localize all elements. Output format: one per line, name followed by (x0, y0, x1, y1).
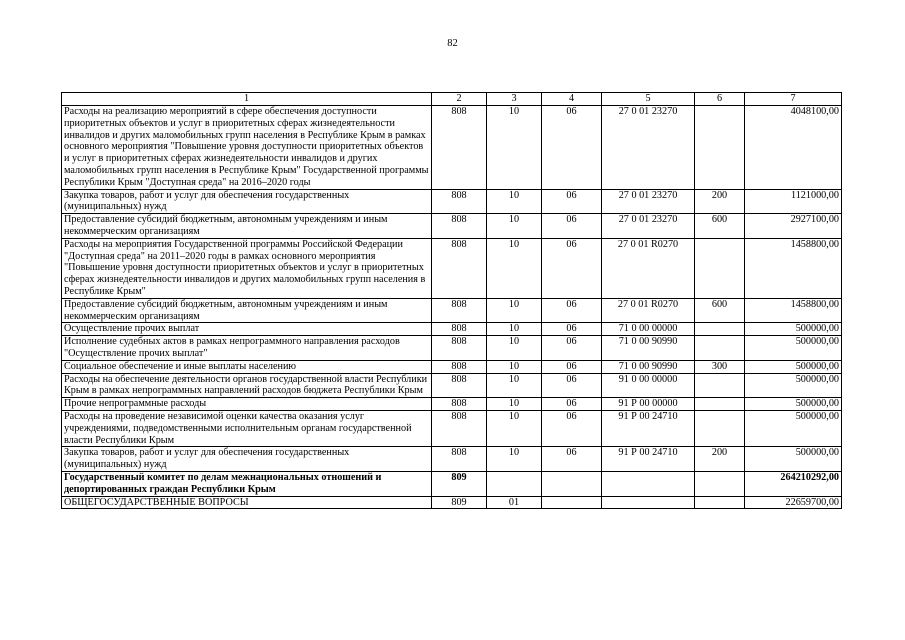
column-header: 2 (432, 93, 487, 106)
row-name-cell: Предоставление субсидий бюджетным, автономным учреждениям и иным некоммерческим организациям (62, 298, 432, 323)
column-header: 6 (695, 93, 745, 106)
row-section-cell (487, 471, 542, 496)
table-header-row (62, 93, 842, 106)
row-expense-type-cell (695, 410, 745, 446)
page-number: 82 (447, 38, 458, 49)
row-expense-type-cell: 200 (695, 447, 745, 472)
row-target-article-cell: 71 0 00 90990 (602, 360, 695, 373)
row-expense-type-cell: 200 (695, 189, 745, 214)
column-header: 3 (487, 93, 542, 106)
row-target-article-cell: 91 Р 00 24710 (602, 447, 695, 472)
row-code-cell: 808 (432, 238, 487, 298)
row-subsection-cell: 06 (542, 336, 602, 361)
row-expense-type-cell: 300 (695, 360, 745, 373)
row-expense-type-cell (695, 106, 745, 190)
row-subsection-cell: 06 (542, 106, 602, 190)
row-code-cell: 809 (432, 496, 487, 509)
row-target-article-cell: 91 Р 00 24710 (602, 410, 695, 446)
budget-table (61, 92, 842, 509)
column-header: 1 (62, 93, 432, 106)
row-amount-cell: 1458800,00 (745, 298, 842, 323)
row-code-cell: 808 (432, 214, 487, 239)
row-subsection-cell (542, 471, 602, 496)
row-code-cell: 808 (432, 189, 487, 214)
row-section-cell: 01 (487, 496, 542, 509)
table-row (62, 189, 842, 214)
table-row (62, 360, 842, 373)
table-row (62, 214, 842, 239)
row-name-cell: Осуществление прочих выплат (62, 323, 432, 336)
row-expense-type-cell (695, 398, 745, 411)
row-target-article-cell: 91 0 00 00000 (602, 373, 695, 398)
table-row (62, 447, 842, 472)
row-amount-cell: 22659700,00 (745, 496, 842, 509)
table-body (62, 106, 842, 509)
row-target-article-cell (602, 496, 695, 509)
row-code-cell: 808 (432, 323, 487, 336)
row-code-cell: 808 (432, 336, 487, 361)
row-amount-cell: 500000,00 (745, 398, 842, 411)
table-row (62, 336, 842, 361)
row-code-cell: 808 (432, 410, 487, 446)
row-code-cell: 808 (432, 298, 487, 323)
row-code-cell: 808 (432, 398, 487, 411)
row-name-cell: Закупка товаров, работ и услуг для обеспечения государственных (муниципальных) нужд (62, 189, 432, 214)
row-name-cell: Государственный комитет по делам межнациональных отношений и депортированных граждан Республики Крым (62, 471, 432, 496)
row-subsection-cell: 06 (542, 410, 602, 446)
row-name-cell: Исполнение судебных актов в рамках непрограммного направления расходов "Осуществление прочих выплат" (62, 336, 432, 361)
table-row (62, 410, 842, 446)
row-subsection-cell: 06 (542, 360, 602, 373)
column-header: 4 (542, 93, 602, 106)
column-header: 5 (602, 93, 695, 106)
row-expense-type-cell (695, 496, 745, 509)
row-name-cell: Социальное обеспечение и иные выплаты населению (62, 360, 432, 373)
row-amount-cell: 264210292,00 (745, 471, 842, 496)
row-subsection-cell: 06 (542, 298, 602, 323)
row-name-cell: Расходы на реализацию мероприятий в сфере обеспечения доступности приоритетных объектов и услуг в приоритетных сферах жизнедеятельности инвалидов и других маломобильных групп населения в Республике Крым в рамках основного мероприятия "Повышение уровня доступности приоритетных объектов и услуг в приоритетных сферах жизнедеятельности инвалидов и других маломобильных групп населения в Республике Крым" Государственной программы Республики Крым "Доступная среда" на 2016–2020 годы (62, 106, 432, 190)
table-row (62, 106, 842, 190)
row-expense-type-cell (695, 373, 745, 398)
row-subsection-cell: 06 (542, 214, 602, 239)
row-section-cell: 10 (487, 298, 542, 323)
row-target-article-cell: 91 Р 00 00000 (602, 398, 695, 411)
row-expense-type-cell (695, 471, 745, 496)
row-code-cell: 808 (432, 106, 487, 190)
table-row (62, 471, 842, 496)
row-target-article-cell: 71 0 00 00000 (602, 323, 695, 336)
row-subsection-cell: 06 (542, 373, 602, 398)
row-subsection-cell: 06 (542, 189, 602, 214)
row-section-cell: 10 (487, 373, 542, 398)
row-target-article-cell: 27 0 01 23270 (602, 189, 695, 214)
row-amount-cell: 500000,00 (745, 410, 842, 446)
row-name-cell: Прочие непрограммные расходы (62, 398, 432, 411)
row-target-article-cell (602, 471, 695, 496)
row-expense-type-cell: 600 (695, 214, 745, 239)
row-code-cell: 808 (432, 360, 487, 373)
row-section-cell: 10 (487, 447, 542, 472)
row-amount-cell: 500000,00 (745, 360, 842, 373)
row-code-cell: 808 (432, 447, 487, 472)
row-target-article-cell: 27 0 01 R0270 (602, 298, 695, 323)
table-row (62, 298, 842, 323)
row-section-cell: 10 (487, 410, 542, 446)
table-row (62, 496, 842, 509)
row-subsection-cell: 06 (542, 447, 602, 472)
row-name-cell: Предоставление субсидий бюджетным, автономным учреждениям и иным некоммерческим организациям (62, 214, 432, 239)
row-section-cell: 10 (487, 189, 542, 214)
row-section-cell: 10 (487, 214, 542, 239)
table-row (62, 238, 842, 298)
row-name-cell: Расходы на проведение независимой оценки качества оказания услуг учреждениями, подведомственными исполнительным органам государственной власти Республики Крым (62, 410, 432, 446)
row-expense-type-cell (695, 323, 745, 336)
row-amount-cell: 500000,00 (745, 323, 842, 336)
table-row (62, 398, 842, 411)
row-target-article-cell: 27 0 01 R0270 (602, 238, 695, 298)
row-section-cell: 10 (487, 360, 542, 373)
row-code-cell: 808 (432, 373, 487, 398)
row-section-cell: 10 (487, 323, 542, 336)
row-section-cell: 10 (487, 336, 542, 361)
row-subsection-cell: 06 (542, 398, 602, 411)
row-subsection-cell (542, 496, 602, 509)
row-amount-cell: 1121000,00 (745, 189, 842, 214)
row-name-cell: Закупка товаров, работ и услуг для обеспечения государственных (муниципальных) нужд (62, 447, 432, 472)
row-target-article-cell: 71 0 00 90990 (602, 336, 695, 361)
row-section-cell: 10 (487, 106, 542, 190)
row-subsection-cell: 06 (542, 238, 602, 298)
row-code-cell: 809 (432, 471, 487, 496)
column-header: 7 (745, 93, 842, 106)
row-amount-cell: 2927100,00 (745, 214, 842, 239)
row-target-article-cell: 27 0 01 23270 (602, 214, 695, 239)
row-name-cell: ОБЩЕГОСУДАРСТВЕННЫЕ ВОПРОСЫ (62, 496, 432, 509)
row-expense-type-cell: 600 (695, 298, 745, 323)
row-section-cell: 10 (487, 238, 542, 298)
row-expense-type-cell (695, 336, 745, 361)
row-expense-type-cell (695, 238, 745, 298)
row-name-cell: Расходы на мероприятия Государственной программы Российской Федерации "Доступная среда" на 2011–2020 годы в рамках основного мероприятия "Повышение уровня доступности приоритетных объектов и услуг в приоритетных сферах жизнедеятельности инвалидов и других маломобильных групп населения в Республике Крым" (62, 238, 432, 298)
row-amount-cell: 500000,00 (745, 373, 842, 398)
table-row (62, 373, 842, 398)
row-name-cell: Расходы на обеспечение деятельности органов государственной власти Республики Крым в рамках непрограммных направлений расходов бюджета Республики Крым (62, 373, 432, 398)
row-subsection-cell: 06 (542, 323, 602, 336)
row-section-cell: 10 (487, 398, 542, 411)
row-amount-cell: 1458800,00 (745, 238, 842, 298)
row-amount-cell: 500000,00 (745, 336, 842, 361)
row-amount-cell: 4048100,00 (745, 106, 842, 190)
row-target-article-cell: 27 0 01 23270 (602, 106, 695, 190)
row-amount-cell: 500000,00 (745, 447, 842, 472)
table-row (62, 323, 842, 336)
